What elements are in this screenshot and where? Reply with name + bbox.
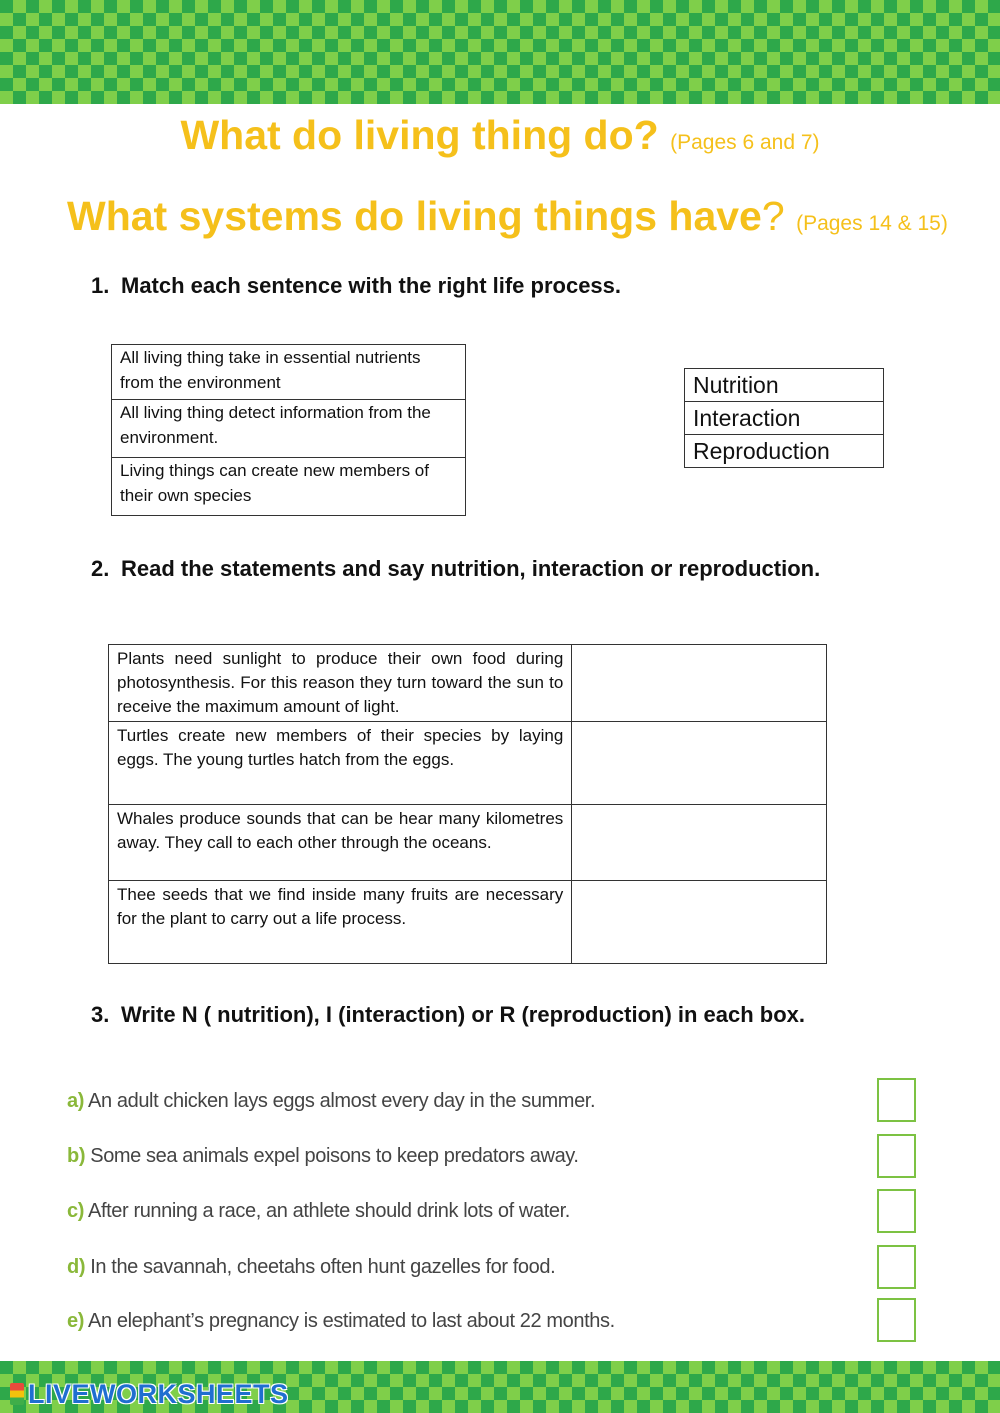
list-item bbox=[67, 1256, 555, 1279]
answer-box-a[interactable] bbox=[877, 1078, 916, 1122]
question-number: 1. bbox=[91, 273, 110, 298]
item-letter: a) bbox=[67, 1090, 84, 1112]
liveworksheets-logo[interactable] bbox=[10, 1379, 289, 1410]
question-3 bbox=[91, 1002, 805, 1028]
list-item bbox=[67, 1310, 615, 1333]
statement-cell: Whales produce sounds that can be hear many kilometres away. They call to each other through the oceans. bbox=[109, 805, 572, 881]
process-interaction[interactable]: Interaction bbox=[685, 402, 884, 435]
item-text: Some sea animals expel poisons to keep predators away. bbox=[90, 1145, 579, 1167]
sentence-cell[interactable]: All living thing take in essential nutrients from the environment bbox=[112, 345, 466, 400]
page-title bbox=[0, 112, 1000, 159]
answer-input-cell[interactable] bbox=[572, 805, 827, 881]
question-text: Write N ( nutrition), I (interaction) or R (reproduction) in each box. bbox=[121, 1002, 806, 1027]
statement-cell: Plants need sunlight to produce their own food during photosynthesis. For this reason they turn toward the sun to receive the maximum amount of light. bbox=[109, 645, 572, 722]
statements-table bbox=[108, 644, 827, 964]
subtitle-pages: (Pages 14 & 15) bbox=[796, 212, 948, 235]
statement-cell: Turtles create new members of their species by laying eggs. The young turtles hatch from the eggs. bbox=[109, 722, 572, 805]
item-text: An adult chicken lays eggs almost every day in the summer. bbox=[88, 1090, 596, 1112]
page-subtitle bbox=[67, 193, 948, 240]
question-number: 2. bbox=[91, 556, 110, 581]
statement-cell: Thee seeds that we find inside many fruits are necessary for the plant to carry out a life process. bbox=[109, 881, 572, 964]
item-text: In the savannah, cheetahs often hunt gazelles for food. bbox=[90, 1256, 556, 1278]
checkered-header-band bbox=[0, 0, 1000, 104]
title-text: What do living thing do? bbox=[180, 112, 659, 158]
item-letter: d) bbox=[67, 1256, 86, 1278]
item-letter: b) bbox=[67, 1145, 86, 1167]
process-nutrition[interactable]: Nutrition bbox=[685, 369, 884, 402]
list-item bbox=[67, 1090, 595, 1113]
logo-text: LIVEWORKSHEETS bbox=[28, 1379, 289, 1409]
sentence-table bbox=[111, 344, 466, 516]
question-text: Read the statements and say nutrition, interaction or reproduction. bbox=[121, 556, 821, 581]
subtitle-question-mark: ? bbox=[761, 193, 785, 239]
answer-input-cell[interactable] bbox=[572, 881, 827, 964]
question-text: Match each sentence with the right life process. bbox=[121, 273, 622, 298]
answer-box-d[interactable] bbox=[877, 1245, 916, 1289]
list-item bbox=[67, 1200, 570, 1223]
sentence-cell[interactable]: All living thing detect information from the environment. bbox=[112, 400, 466, 458]
subtitle-text: What systems do living things have bbox=[67, 193, 762, 239]
question-number: 3. bbox=[91, 1002, 110, 1027]
sentence-cell[interactable]: Living things can create new members of their own species bbox=[112, 458, 466, 516]
item-text: After running a race, an athlete should drink lots of water. bbox=[88, 1200, 570, 1222]
item-letter: c) bbox=[67, 1200, 84, 1222]
question-1 bbox=[91, 273, 621, 299]
item-text: An elephant’s pregnancy is estimated to last about 22 months. bbox=[88, 1310, 615, 1332]
question-2 bbox=[91, 556, 820, 582]
title-pages: (Pages 6 and 7) bbox=[670, 131, 820, 154]
process-reproduction[interactable]: Reproduction bbox=[685, 435, 884, 468]
process-table bbox=[684, 368, 884, 468]
logo-icon bbox=[10, 1383, 24, 1405]
answer-input-cell[interactable] bbox=[572, 722, 827, 805]
answer-box-b[interactable] bbox=[877, 1134, 916, 1178]
answer-box-c[interactable] bbox=[877, 1189, 916, 1233]
item-letter: e) bbox=[67, 1310, 84, 1332]
answer-box-e[interactable] bbox=[877, 1298, 916, 1342]
list-item bbox=[67, 1145, 579, 1168]
answer-input-cell[interactable] bbox=[572, 645, 827, 722]
